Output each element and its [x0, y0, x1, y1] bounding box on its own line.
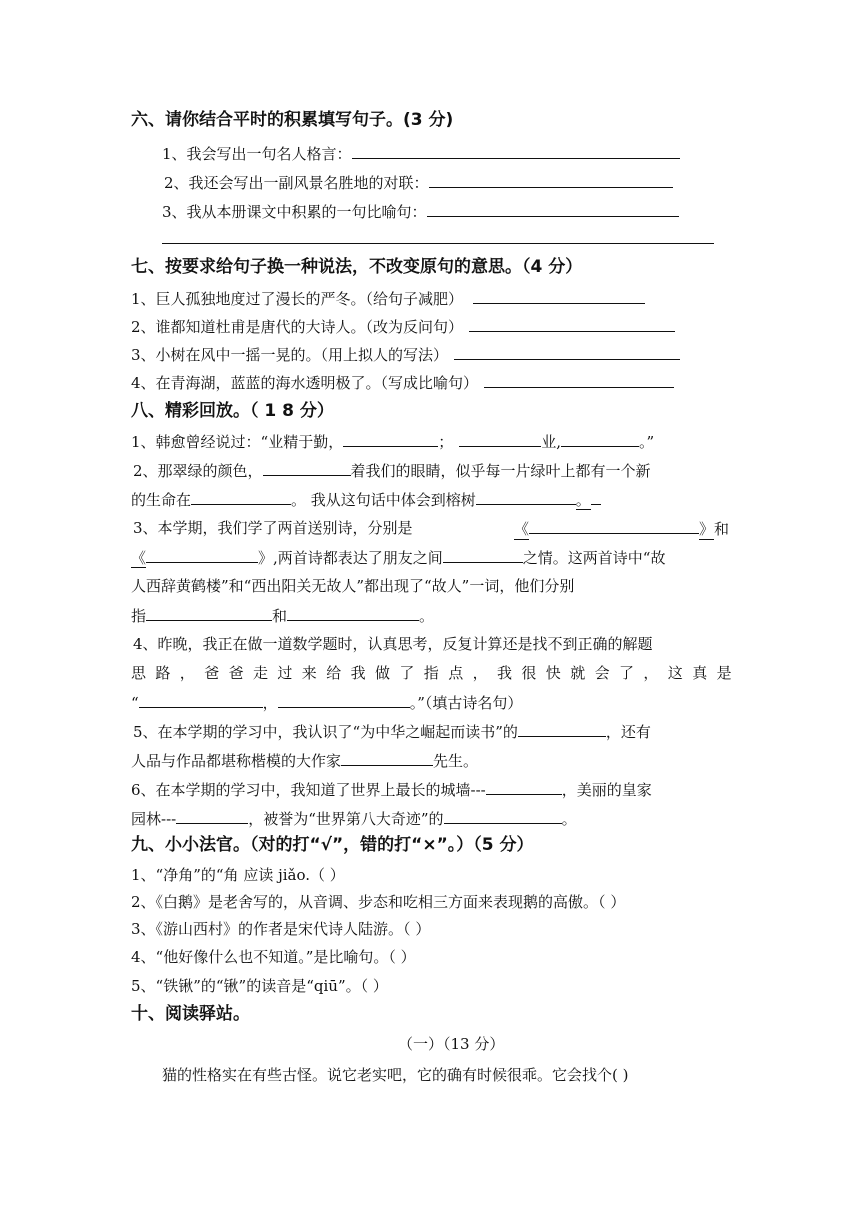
s8-question-3-line-3: 人西辞黄鹤楼”和“西出阳关无故人”都出现了“故人”一词，他们分别 [131, 577, 575, 595]
section-7-title: 七、按要求给句子换一种说法，不改变原句的意思。（4 分） [131, 257, 583, 277]
answer-blank[interactable] [146, 605, 272, 621]
answer-blank[interactable] [191, 489, 291, 505]
s6-question-3: 3、我从本册课文中积累的一句比喻句： [162, 201, 679, 222]
answer-blank[interactable] [343, 431, 438, 447]
answer-blank[interactable] [473, 288, 645, 304]
s7-question-2: 2、谁都知道杜甫是唐代的大诗人。（改为反问句） [131, 316, 675, 337]
answer-blank[interactable] [352, 143, 680, 159]
reading-subtitle: （一）（13 分） [398, 1035, 505, 1053]
answer-blank[interactable] [287, 605, 419, 621]
s8-question-5-line-2: 人品与作品都堪称楷模的大作家 先生。 [131, 752, 479, 770]
reading-paragraph: 猫的性格实在有些古怪。说它老实吧，它的确有时候很乖。它会找个( ) [162, 1066, 629, 1084]
answer-blank[interactable] [484, 372, 674, 388]
section-10-title: 十、阅读驿站。 [131, 1004, 250, 1024]
answer-blank[interactable] [459, 431, 541, 447]
s8-question-3-line-1: 3、本学期，我们学了两首送别诗，分别是 《 》和 [133, 519, 729, 538]
s8-question-3-line-4: 指 和 。 [131, 607, 435, 625]
s9-question-5: 5、“铁锹”的“锹”的读音是“qiū”。（ ） [131, 977, 388, 995]
s6-question-1: 1、我会写出一句名人格言： [162, 143, 680, 164]
answer-blank[interactable] [139, 692, 263, 708]
answer-blank[interactable] [529, 518, 699, 534]
s8-question-2-line-1: 2、那翠绿的颜色， 着我们的眼睛，似乎每一片绿叶上都有一个新 [133, 462, 651, 480]
section-8-title: 八、精彩回放。（ 1 8 分） [131, 401, 334, 421]
answer-blank[interactable] [486, 779, 562, 795]
s9-question-2: 2、《白鹅》是老舍写的，从音调、步态和吃相三方面来表现鹅的高傲。（ ） [131, 893, 626, 911]
s8-question-4-line-1: 4、昨晚，我正在做一道数学题时，认真思考，反复计算还是找不到正确的解题 [133, 635, 653, 653]
answer-blank[interactable] [429, 172, 673, 188]
s7-question-3: 3、小树在风中一摇一晃的。（用上拟人的写法） [131, 344, 680, 365]
answer-blank[interactable] [278, 692, 410, 708]
s9-question-3: 3、《游山西村》的作者是宋代诗人陆游。（ ） [131, 920, 431, 938]
answer-blank[interactable] [469, 316, 675, 332]
answer-blank[interactable] [146, 547, 258, 563]
answer-blank[interactable] [454, 344, 680, 360]
answer-blank[interactable] [443, 547, 523, 563]
s8-question-5-line-1: 5、在本学期的学习中，我认识了“为中华之崛起而读书”的 ，还有 [133, 723, 651, 741]
s8-question-6-line-2: 园林--- ，被誉为“世界第八大奇迹”的 。 [131, 810, 577, 828]
answer-blank[interactable] [341, 750, 433, 766]
s8-question-1: 1、韩愈曾经说过：“业精于勤， ； 业, 。” [131, 433, 655, 451]
s9-question-1: 1、“净角”的“角 应读 jiǎo.（ ） [131, 866, 345, 884]
section-9-title: 九、小小法官。（对的打“√”，错的打“×”。）（5 分） [131, 835, 534, 855]
answer-blank[interactable] [263, 460, 351, 476]
s8-question-2-line-2: 的生命在 。 我从这句话中体会到榕树 。 [131, 489, 601, 510]
s7-question-1: 1、巨人孤独地度过了漫长的严冬。（给句子减肥） [131, 288, 645, 309]
s8-question-3-line-2: 《 》,两首诗都表达了朋友之间 之情。这两首诗中“故 [131, 549, 666, 567]
answer-blank[interactable] [176, 808, 248, 824]
answer-blank[interactable] [427, 201, 679, 217]
answer-blank[interactable] [476, 489, 576, 505]
s6-question-2: 2、我还会写出一副风景名胜地的对联： [164, 172, 673, 193]
s9-question-4: 4、“他好像什么也不知道。”是比喻句。（ ） [131, 948, 416, 966]
answer-blank[interactable] [518, 721, 606, 737]
section-6-title: 六、请你结合平时的积累填写句子。(3 分) [131, 110, 454, 130]
answer-blank[interactable] [444, 808, 562, 824]
answer-line[interactable] [162, 243, 714, 244]
s7-question-4: 4、在青海湖，蓝蓝的海水透明极了。（写成比喻句） [131, 372, 674, 393]
s8-question-4-line-3: “ ， 。”（填古诗名句） [131, 694, 523, 712]
s8-question-6-line-1: 6、在本学期的学习中，我知道了世界上最长的城墙--- ，美丽的皇家 [131, 781, 652, 799]
s8-question-4-line-2: 思路，爸爸走过来给我做了指点，我很快就会了，这真是 [131, 664, 742, 682]
answer-blank[interactable] [561, 431, 639, 447]
